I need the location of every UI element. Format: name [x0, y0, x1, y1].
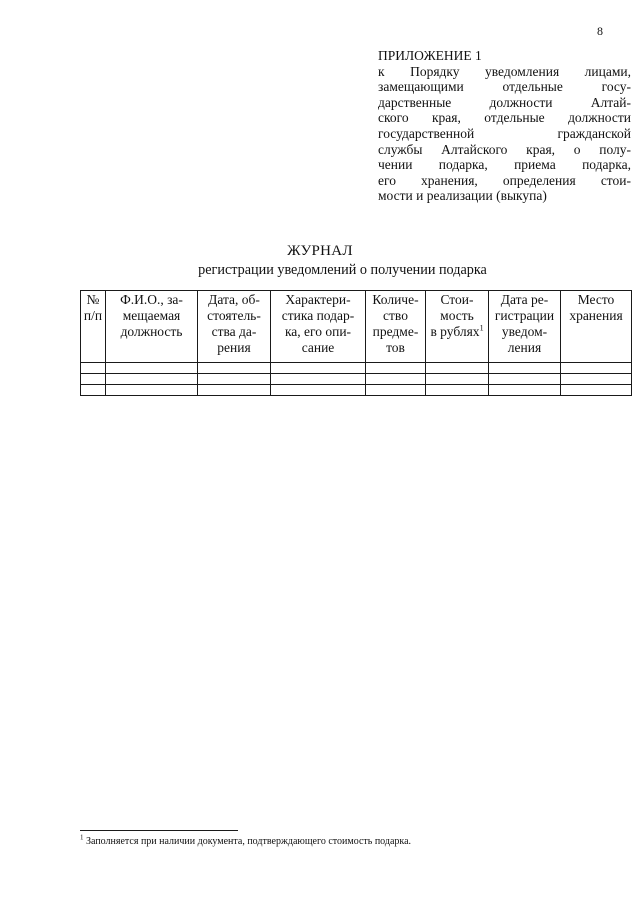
table-cell: [489, 363, 561, 374]
table-cell: [489, 374, 561, 385]
appendix-line: его хранения, определения стои-: [378, 172, 631, 188]
journal-title: ЖУРНАЛ: [287, 243, 353, 259]
page-number: 8: [597, 24, 603, 38]
table-cell: [561, 363, 632, 374]
table-cell: [271, 385, 366, 396]
footnote-mark: 1: [80, 833, 84, 842]
table-cell: [366, 385, 426, 396]
table-cell: [106, 374, 198, 385]
table-row: [81, 374, 632, 385]
table-row: [81, 385, 632, 396]
column-header-name-position: Ф.И.О., за- мещаемая должность: [106, 291, 198, 363]
table-cell: [271, 374, 366, 385]
appendix-line: дарственные должности Алтай-: [378, 94, 631, 110]
table-cell: [198, 363, 271, 374]
table-cell: [561, 385, 632, 396]
column-header-registration-date: Дата ре- гистрации уведом- ления: [489, 291, 561, 363]
appendix-line: к Порядку уведомления лицами,: [378, 63, 631, 79]
table-cell: [426, 374, 489, 385]
column-header-quantity: Количе- ство предме- тов: [366, 291, 426, 363]
table-cell: [426, 363, 489, 374]
footnote-divider: [80, 830, 238, 831]
footnote-reference: 1: [479, 323, 484, 333]
appendix-line: ПРИЛОЖЕНИЕ 1: [378, 48, 482, 63]
table-cell: [561, 374, 632, 385]
table-cell: [198, 374, 271, 385]
appendix-line: государственной гражданской: [378, 125, 631, 141]
column-header-gift-description: Характери- стика подар- ка, его опи- сание: [271, 291, 366, 363]
column-header-number: № п/п: [81, 291, 106, 363]
table-cell: [81, 374, 106, 385]
footnote: [80, 833, 412, 847]
appendix-line: чении подарка, приема подарка,: [378, 157, 631, 173]
table-cell: [366, 374, 426, 385]
table-cell: [106, 385, 198, 396]
journal-subtitle: регистрации уведомлений о получении подарка: [198, 262, 487, 278]
table-cell: [366, 363, 426, 374]
table-cell: [489, 385, 561, 396]
appendix-line: службы Алтайского края, о полу-: [378, 141, 631, 157]
register-table: [80, 290, 632, 396]
column-header-cost: Стои- мость в рублях$^1$: [426, 291, 489, 363]
table-header-row: [81, 291, 632, 363]
table-cell: [198, 385, 271, 396]
table-cell: [106, 363, 198, 374]
appendix-line: мости и реализации (выкупа): [378, 188, 547, 204]
column-header-storage-place: Место хранения: [561, 291, 632, 363]
column-header-date-circumstances: Дата, об- стоятель- ства да- рения: [198, 291, 271, 363]
appendix-block: [378, 48, 631, 204]
table-row: [81, 363, 632, 374]
table-cell: [81, 363, 106, 374]
table-cell: [426, 385, 489, 396]
table-cell: [271, 363, 366, 374]
appendix-line: ского края, отдельные должности: [378, 110, 631, 126]
table-cell: [81, 385, 106, 396]
appendix-line: замещающими отдельные госу-: [378, 79, 631, 95]
footnote-text: Заполняется при наличии документа, подтверждающего стоимость подарка.: [86, 836, 412, 847]
